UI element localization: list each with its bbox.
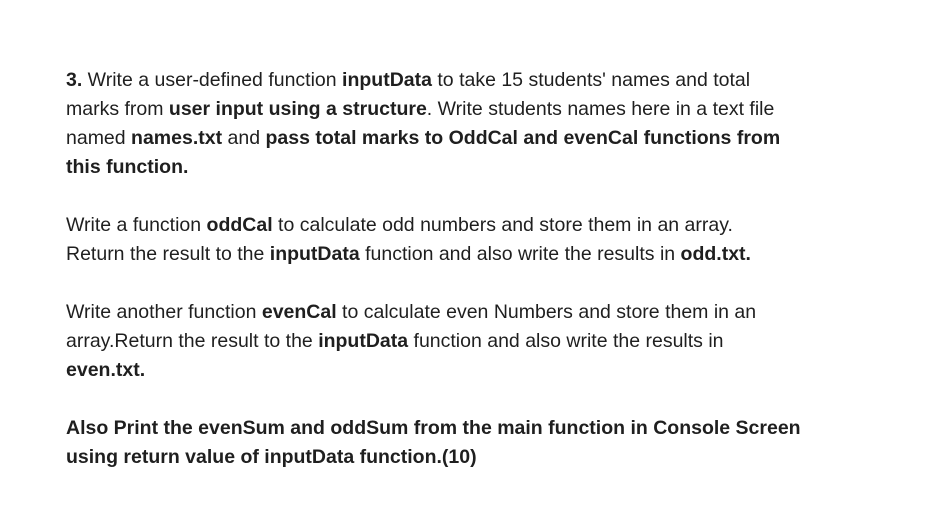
paragraph-print-sums	[66, 414, 856, 472]
text-line	[66, 356, 856, 385]
question-number: 3.	[66, 69, 83, 91]
function-name: evenCal	[261, 301, 337, 323]
marks-label: (10)	[441, 446, 477, 468]
text-line	[66, 414, 856, 443]
paragraph-input-data	[66, 66, 856, 182]
text-span: to calculate even Numbers and store them in an	[336, 301, 757, 323]
text-span: named	[66, 127, 132, 149]
text-span: and	[222, 127, 266, 149]
text-line	[66, 153, 856, 182]
emphasis-text: Also Print the evenSum and oddSum from the main function in Console Screen	[66, 417, 801, 439]
emphasis-text: user input using a structure	[168, 98, 427, 120]
text-span: function and also write the results in	[359, 243, 681, 265]
text-span: Write another function	[66, 301, 262, 323]
text-span: to take 15 students' names and total	[431, 69, 751, 91]
file-name: names.txt	[131, 127, 223, 149]
text-line	[66, 443, 818, 472]
text-span: . Write students names here in a text file	[426, 98, 775, 120]
text-line	[66, 66, 856, 95]
paragraph-odd-cal	[66, 211, 856, 269]
function-name: inputData	[342, 69, 432, 91]
text-line	[66, 124, 856, 153]
text-line	[66, 211, 856, 240]
paragraph-even-cal	[66, 298, 856, 385]
text-span: Write a function	[66, 214, 207, 236]
text-line	[66, 327, 856, 356]
text-span: Write a user-defined function	[82, 69, 343, 91]
emphasis-text: using return value of inputData function.	[66, 446, 442, 468]
emphasis-text: pass total marks to OddCal and evenCal functions from	[265, 127, 781, 149]
text-span: Return the result to the	[66, 243, 270, 265]
text-line	[66, 240, 856, 269]
text-span: marks from	[66, 98, 169, 120]
emphasis-text: this function.	[66, 156, 189, 178]
function-name: oddCal	[206, 214, 273, 236]
text-span: array.Return the result to the	[66, 330, 319, 352]
file-name: odd.txt.	[680, 243, 751, 265]
function-name: inputData	[318, 330, 409, 352]
text-line	[66, 95, 856, 124]
question-document	[66, 66, 856, 472]
text-span: function and also write the results in	[408, 330, 724, 352]
text-span: to calculate odd numbers and store them in an array.	[272, 214, 733, 236]
file-name: even.txt.	[66, 359, 146, 381]
text-line	[66, 298, 856, 327]
function-name: inputData	[269, 243, 360, 265]
